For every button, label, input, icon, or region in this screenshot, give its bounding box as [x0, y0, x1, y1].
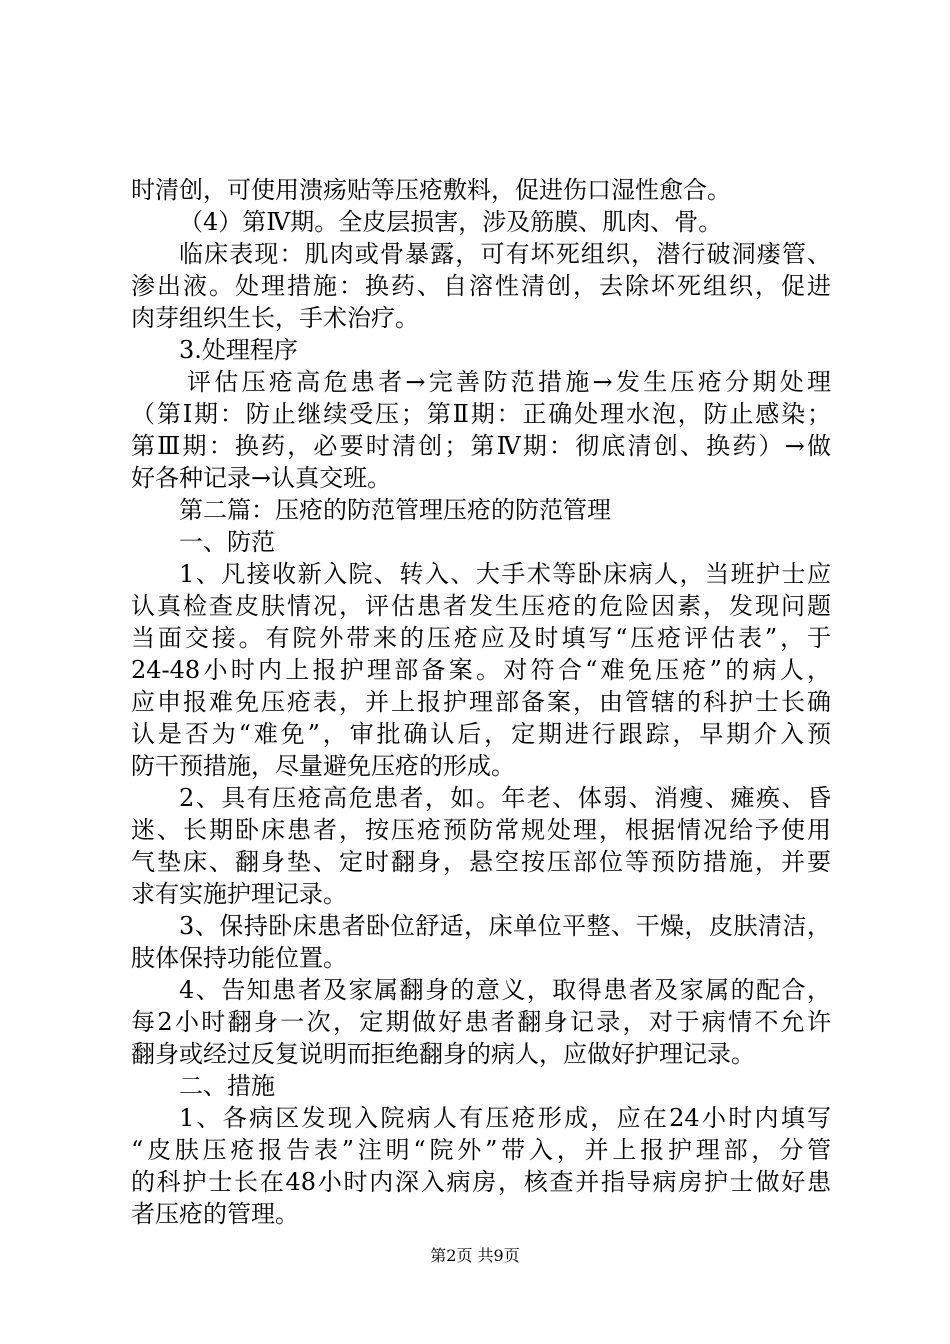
text-line: （4）第Ⅳ期。全皮层损害，涉及筋膜、肌肉、骨。 — [179, 208, 723, 236]
document-body — [131, 174, 831, 1230]
text-line: 者压疮的管理。 — [131, 1200, 299, 1228]
text-line: 应申报难免压疮表，并上报护理部备案，由管辖的科护士长确 — [131, 688, 831, 716]
text-line: 肉芽组织生长，手术治疗。 — [131, 304, 419, 332]
text-line: 3.处理程序 — [179, 336, 298, 364]
text-line: 当面交接。有院外带来的压疮应及时填写“压疮评估表”，于 — [131, 624, 831, 652]
text-line: 二、措施 — [179, 1072, 275, 1100]
text-line: 翻身或经过反复说明而拒绝翻身的病人，应做好护理记录。 — [131, 1040, 755, 1068]
text-line: 4、告知患者及家属翻身的意义，取得患者及家属的配合， — [179, 976, 831, 1004]
text-line: 24-48小时内上报护理部备案。对符合“难免压疮”的病人， — [131, 656, 831, 684]
text-line: 认是否为“难免”，审批确认后，定期进行跟踪，早期介入预 — [131, 720, 831, 748]
text-line: 认真检查皮肤情况，评估患者发生压疮的危险因素，发现问题 — [131, 592, 831, 620]
text-line: 渗出液。处理措施：换药、自溶性清创，去除坏死组织，促进 — [131, 272, 831, 300]
text-line: （第Ⅰ期：防止继续受压；第Ⅱ期：正确处理水泡，防止感染； — [131, 400, 831, 428]
text-line: 评估压疮高危患者→完善防范措施→发生压疮分期处理 — [187, 368, 831, 396]
text-line: 的科护士长在48小时内深入病房，核查并指导病房护士做好患 — [131, 1168, 831, 1196]
text-line: 气垫床、翻身垫、定时翻身，悬空按压部位等预防措施，并要 — [131, 848, 831, 876]
page-footer: 第2页 共9页 — [430, 1246, 520, 1265]
text-line: 好各种记录→认真交班。 — [131, 464, 392, 492]
text-line: 2、具有压疮高危患者，如。年老、体弱、消瘦、瘫痪、昏 — [179, 784, 831, 812]
text-line: 防干预措施，尽量避免压疮的形成。 — [131, 752, 515, 780]
text-line: 时清创，可使用溃疡贴等压疮敷料，促进伤口湿性愈合。 — [131, 176, 731, 204]
text-line: 肢体保持功能位置。 — [131, 944, 347, 972]
text-line: 每2小时翻身一次，定期做好患者翻身记录，对于病情不允许 — [131, 1008, 831, 1036]
text-line: “皮肤压疮报告表”注明“院外”带入，并上报护理部，分管 — [131, 1136, 831, 1164]
text-line: 迷、长期卧床患者，按压疮预防常规处理，根据情况给予使用 — [131, 816, 831, 844]
text-line: 第二篇：压疮的防范管理压疮的防范管理 — [179, 496, 611, 524]
text-line: 一、防范 — [179, 528, 275, 556]
text-line: 3、保持卧床患者卧位舒适，床单位平整、干燥，皮肤清洁， — [179, 912, 831, 940]
text-line: 第Ⅲ期：换药，必要时清创；第Ⅳ期：彻底清创、换药）→做 — [131, 432, 831, 460]
text-line: 1、各病区发现入院病人有压疮形成，应在24小时内填写 — [179, 1104, 831, 1132]
text-line: 临床表现：肌肉或骨暴露，可有坏死组织，潜行破洞瘘管、 — [179, 240, 831, 268]
text-line: 求有实施护理记录。 — [131, 880, 347, 908]
text-line: 1、凡接收新入院、转入、大手术等卧床病人，当班护士应 — [179, 560, 831, 588]
